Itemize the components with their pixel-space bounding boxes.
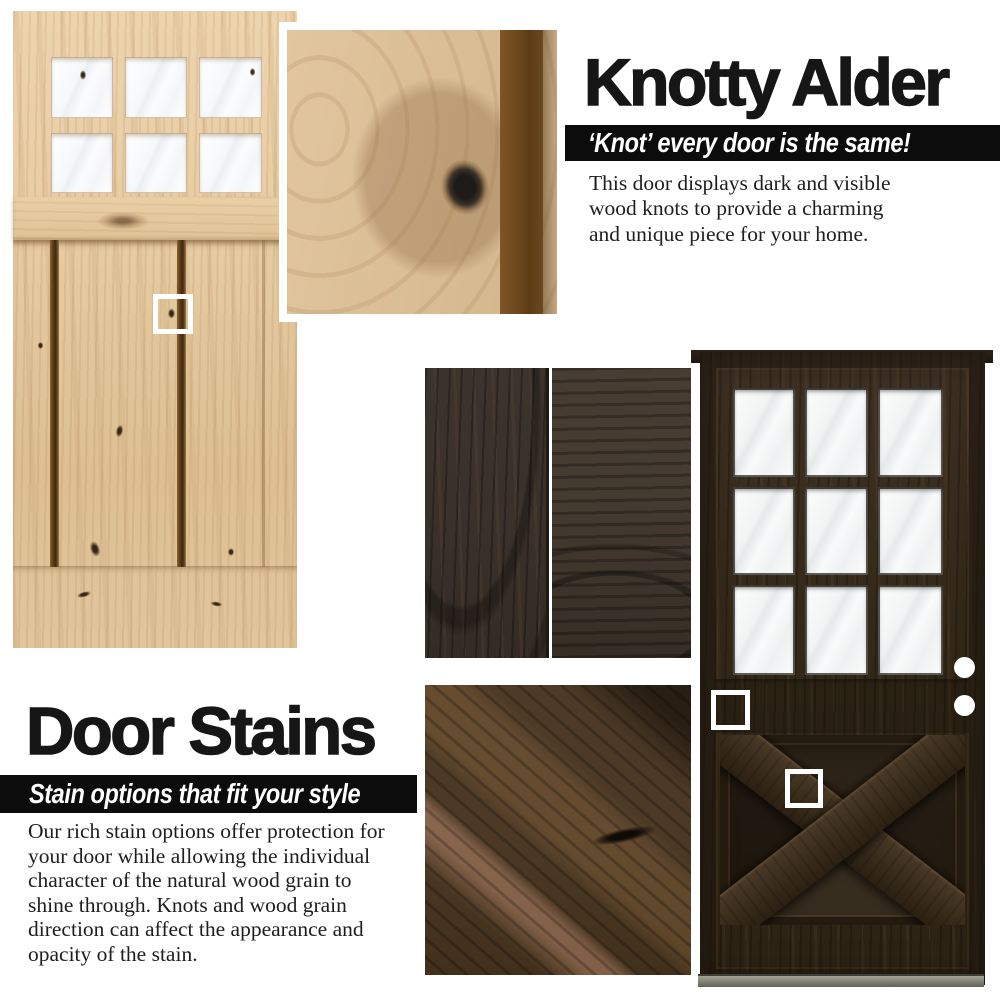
glass-pane: [805, 388, 868, 477]
door-stains-tagline: Stain options that fit your style: [29, 778, 361, 809]
dark-stained-door-photo: [700, 352, 985, 985]
wood-knot: [37, 341, 44, 350]
crossbuck-panel: [720, 735, 965, 925]
wood-knot: [428, 147, 501, 228]
knot-closeup-photo: [279, 22, 565, 322]
stain-swatch-photo-diagonal-grain: [425, 685, 691, 975]
glass-pane: [733, 487, 795, 575]
glass-pane: [805, 487, 868, 575]
panel-groove: [50, 240, 59, 567]
glass-pane: [733, 388, 795, 477]
knot-highlight-box-light-door: [153, 294, 193, 334]
wood-knot: [79, 69, 87, 81]
deadbolt-bore-hole: [954, 657, 975, 678]
swatch-horizontal-grain-half: [552, 368, 691, 658]
swatch-vertical-grain-half: [425, 368, 549, 658]
description-line: Our rich stain options offer protection for: [28, 819, 385, 843]
door-knob-bore-hole: [954, 695, 975, 716]
knot-highlight-box-dark-door-upper: [711, 690, 750, 730]
wood-knot: [249, 67, 256, 77]
description-line: character of the natural wood grain to: [28, 868, 352, 893]
knotty-alder-tagline: ‘Knot’ every door is the same!: [588, 127, 911, 158]
wood-knot: [88, 209, 158, 233]
door-sill: [698, 974, 984, 987]
description-line: your door while allowing the individual: [28, 843, 371, 868]
knotty-alder-tagline-banner: [565, 125, 1000, 161]
door-bottom-rail: [13, 566, 297, 648]
wood-knot: [582, 819, 666, 853]
knotty-alder-title: Knotty Alder: [584, 45, 948, 119]
description-line: direction can affect the appearance and: [28, 917, 364, 942]
description-line: shine through. Knots and wood grain: [28, 892, 347, 917]
edge-shadow: [543, 30, 557, 314]
glass-pane: [878, 388, 943, 477]
description-line: opacity of the stain.: [28, 941, 198, 966]
description-line: wood knots to provide a charming: [589, 196, 884, 221]
description-line: This door displays dark and visible: [589, 171, 891, 195]
description-line: and unique piece for your home.: [589, 221, 869, 246]
knot-highlight-box-dark-door-lower: [785, 769, 823, 808]
glass-pane: [878, 585, 943, 675]
door-mid-rail: [716, 679, 969, 733]
glass-pane: [51, 133, 113, 193]
glass-pane: [199, 133, 262, 193]
glass-pane: [805, 585, 868, 675]
glass-pane: [733, 585, 795, 675]
glass-pane: [125, 133, 187, 193]
glass-pane: [878, 487, 943, 575]
panel-groove: [177, 240, 186, 567]
glass-pane: [51, 57, 113, 118]
wood-knot: [227, 547, 235, 557]
door-stains-title: Door Stains: [26, 694, 375, 769]
knotty-alder-description: [589, 171, 891, 247]
glass-pane: [125, 57, 187, 118]
door-stains-description: [28, 819, 385, 967]
stain-swatch-photo-vertical-grain: [425, 368, 691, 658]
door-stains-tagline-banner: [0, 775, 417, 813]
stained-edge-stripe: [500, 30, 543, 314]
panel-edge: [262, 240, 265, 567]
